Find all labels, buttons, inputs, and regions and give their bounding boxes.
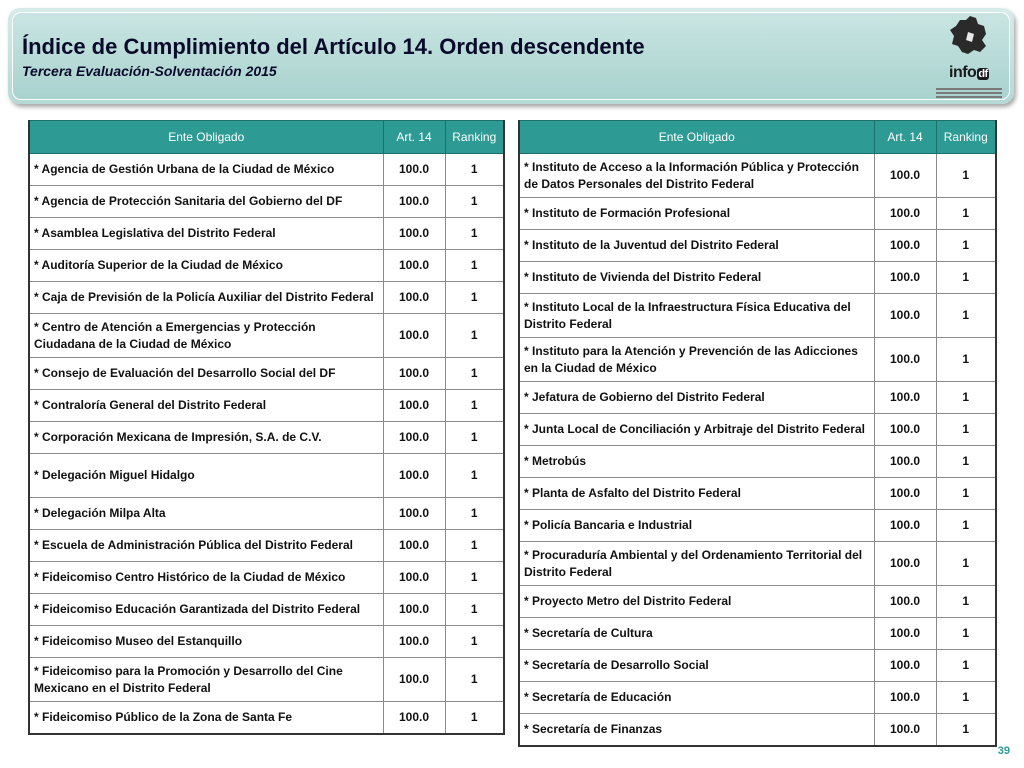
table-row bbox=[519, 714, 996, 746]
article-score-cell: 100.0 bbox=[383, 358, 445, 390]
entity-cell: * Agencia de Gestión Urbana de la Ciudad de México bbox=[29, 154, 383, 186]
table-row bbox=[519, 682, 996, 714]
ranking-cell: 1 bbox=[936, 542, 996, 586]
entity-cell: * Secretaría de Finanzas bbox=[519, 714, 874, 746]
ranking-cell: 1 bbox=[445, 702, 504, 734]
table-row bbox=[29, 498, 504, 530]
table-row bbox=[519, 586, 996, 618]
article-score-cell: 100.0 bbox=[383, 250, 445, 282]
table-row bbox=[519, 198, 996, 230]
table-row bbox=[29, 282, 504, 314]
ranking-cell: 1 bbox=[936, 262, 996, 294]
table-row bbox=[29, 186, 504, 218]
table-row bbox=[29, 594, 504, 626]
article-score-cell: 100.0 bbox=[874, 542, 936, 586]
table-row bbox=[519, 478, 996, 510]
entity-cell: * Agencia de Protección Sanitaria del Gobierno del DF bbox=[29, 186, 383, 218]
article-score-cell: 100.0 bbox=[874, 414, 936, 446]
ranking-cell: 1 bbox=[936, 446, 996, 478]
entity-cell: * Jefatura de Gobierno del Distrito Federal bbox=[519, 382, 874, 414]
ranking-cell: 1 bbox=[445, 594, 504, 626]
article-score-cell: 100.0 bbox=[874, 294, 936, 338]
article-score-cell: 100.0 bbox=[874, 382, 936, 414]
ranking-cell: 1 bbox=[936, 586, 996, 618]
article-score-cell: 100.0 bbox=[874, 198, 936, 230]
entity-cell: * Fideicomiso Público de la Zona de Santa Fe bbox=[29, 702, 383, 734]
article-score-cell: 100.0 bbox=[383, 626, 445, 658]
table-row bbox=[29, 454, 504, 498]
entity-cell: * Instituto de la Juventud del Distrito Federal bbox=[519, 230, 874, 262]
title-banner bbox=[8, 8, 1014, 104]
entity-cell: * Centro de Atención a Emergencias y Protección Ciudadana de la Ciudad de México bbox=[29, 314, 383, 358]
column-header-ranking: Ranking bbox=[936, 121, 996, 154]
entity-cell: * Asamblea Legislativa del Distrito Federal bbox=[29, 218, 383, 250]
ranking-cell: 1 bbox=[936, 618, 996, 650]
entity-cell: * Corporación Mexicana de Impresión, S.A. de C.V. bbox=[29, 422, 383, 454]
entity-cell: * Metrobús bbox=[519, 446, 874, 478]
article-score-cell: 100.0 bbox=[874, 586, 936, 618]
article-score-cell: 100.0 bbox=[874, 714, 936, 746]
ranking-cell: 1 bbox=[936, 294, 996, 338]
table-row bbox=[29, 358, 504, 390]
article-score-cell: 100.0 bbox=[874, 154, 936, 198]
page-number: 39 bbox=[997, 745, 1010, 757]
entity-cell: * Fideicomiso Educación Garantizada del Distrito Federal bbox=[29, 594, 383, 626]
ranking-cell: 1 bbox=[445, 422, 504, 454]
entity-cell: * Delegación Miguel Hidalgo bbox=[29, 454, 383, 498]
article-score-cell: 100.0 bbox=[383, 562, 445, 594]
entity-cell: * Proyecto Metro del Distrito Federal bbox=[519, 586, 874, 618]
ranking-cell: 1 bbox=[936, 714, 996, 746]
article-score-cell: 100.0 bbox=[874, 338, 936, 382]
ranking-cell: 1 bbox=[936, 198, 996, 230]
ranking-cell: 1 bbox=[445, 658, 504, 702]
entity-cell: * Instituto de Acceso a la Información Pública y Protección de Datos Personales del Distrito Federal bbox=[519, 154, 874, 198]
logo-wordmark: info df bbox=[949, 64, 988, 81]
logo-tagline-lines bbox=[936, 88, 1002, 100]
ranking-cell: 1 bbox=[936, 230, 996, 262]
table-header-row bbox=[29, 121, 504, 154]
page-title: Índice de Cumplimiento del Artículo 14. Orden descendente bbox=[22, 34, 645, 59]
ranking-cell: 1 bbox=[445, 530, 504, 562]
table-row bbox=[519, 338, 996, 382]
entity-cell: * Instituto Local de la Infraestructura Física Educativa del Distrito Federal bbox=[519, 294, 874, 338]
ranking-cell: 1 bbox=[936, 478, 996, 510]
article-score-cell: 100.0 bbox=[383, 702, 445, 734]
table-row bbox=[519, 542, 996, 586]
table-row bbox=[519, 262, 996, 294]
column-header-entity: Ente Obligado bbox=[29, 121, 383, 154]
entity-cell: * Contraloría General del Distrito Federal bbox=[29, 390, 383, 422]
entity-cell: * Procuraduría Ambiental y del Ordenamiento Territorial del Distrito Federal bbox=[519, 542, 874, 586]
entity-cell: * Secretaría de Educación bbox=[519, 682, 874, 714]
article-score-cell: 100.0 bbox=[383, 454, 445, 498]
ranking-cell: 1 bbox=[445, 250, 504, 282]
table-row bbox=[519, 618, 996, 650]
table-row bbox=[29, 390, 504, 422]
infodf-logo bbox=[930, 12, 1006, 100]
compliance-table-right bbox=[518, 120, 997, 747]
article-score-cell: 100.0 bbox=[874, 446, 936, 478]
ranking-cell: 1 bbox=[445, 186, 504, 218]
table-row bbox=[519, 154, 996, 198]
entity-cell: * Fideicomiso Museo del Estanquillo bbox=[29, 626, 383, 658]
table-row bbox=[29, 250, 504, 282]
ranking-cell: 1 bbox=[936, 154, 996, 198]
entity-cell: * Escuela de Administración Pública del Distrito Federal bbox=[29, 530, 383, 562]
table-row bbox=[29, 658, 504, 702]
article-score-cell: 100.0 bbox=[874, 650, 936, 682]
table-row bbox=[29, 530, 504, 562]
entity-cell: * Policía Bancaria e Industrial bbox=[519, 510, 874, 542]
entity-cell: * Planta de Asfalto del Distrito Federal bbox=[519, 478, 874, 510]
ranking-cell: 1 bbox=[445, 454, 504, 498]
entity-cell: * Caja de Previsión de la Policía Auxiliar del Distrito Federal bbox=[29, 282, 383, 314]
article-score-cell: 100.0 bbox=[383, 530, 445, 562]
article-score-cell: 100.0 bbox=[383, 390, 445, 422]
column-header-entity: Ente Obligado bbox=[519, 121, 874, 154]
article-score-cell: 100.0 bbox=[383, 498, 445, 530]
compliance-table-left bbox=[28, 120, 505, 735]
ranking-cell: 1 bbox=[445, 626, 504, 658]
entity-cell: * Instituto para la Atención y Prevención de las Adicciones en la Ciudad de México bbox=[519, 338, 874, 382]
entity-cell: * Junta Local de Conciliación y Arbitraje del Distrito Federal bbox=[519, 414, 874, 446]
table-row bbox=[29, 314, 504, 358]
ranking-cell: 1 bbox=[936, 382, 996, 414]
ranking-cell: 1 bbox=[445, 358, 504, 390]
ranking-cell: 1 bbox=[445, 314, 504, 358]
entity-cell: * Delegación Milpa Alta bbox=[29, 498, 383, 530]
table-row bbox=[519, 382, 996, 414]
article-score-cell: 100.0 bbox=[874, 230, 936, 262]
ranking-cell: 1 bbox=[445, 390, 504, 422]
article-score-cell: 100.0 bbox=[383, 594, 445, 626]
table-row bbox=[519, 510, 996, 542]
column-header-ranking: Ranking bbox=[445, 121, 504, 154]
entity-cell: * Instituto de Vivienda del Distrito Federal bbox=[519, 262, 874, 294]
table-row bbox=[519, 650, 996, 682]
ranking-cell: 1 bbox=[936, 414, 996, 446]
article-score-cell: 100.0 bbox=[383, 282, 445, 314]
entity-cell: * Secretaría de Desarrollo Social bbox=[519, 650, 874, 682]
ranking-cell: 1 bbox=[936, 650, 996, 682]
table-row bbox=[519, 414, 996, 446]
table-row bbox=[519, 294, 996, 338]
map-silhouette-icon bbox=[930, 12, 1006, 68]
table-row bbox=[29, 218, 504, 250]
article-score-cell: 100.0 bbox=[874, 618, 936, 650]
article-score-cell: 100.0 bbox=[874, 478, 936, 510]
ranking-cell: 1 bbox=[936, 682, 996, 714]
table-row bbox=[29, 626, 504, 658]
article-score-cell: 100.0 bbox=[383, 154, 445, 186]
article-score-cell: 100.0 bbox=[874, 682, 936, 714]
article-score-cell: 100.0 bbox=[383, 314, 445, 358]
table-row bbox=[519, 446, 996, 478]
entity-cell: * Fideicomiso para la Promoción y Desarrollo del Cine Mexicano en el Distrito Federal bbox=[29, 658, 383, 702]
entity-cell: * Consejo de Evaluación del Desarrollo Social del DF bbox=[29, 358, 383, 390]
ranking-cell: 1 bbox=[936, 338, 996, 382]
table-row bbox=[29, 154, 504, 186]
ranking-cell: 1 bbox=[936, 510, 996, 542]
column-header-article: Art. 14 bbox=[874, 121, 936, 154]
ranking-cell: 1 bbox=[445, 498, 504, 530]
article-score-cell: 100.0 bbox=[383, 422, 445, 454]
ranking-cell: 1 bbox=[445, 218, 504, 250]
table-row bbox=[29, 702, 504, 734]
entity-cell: * Auditoría Superior de la Ciudad de México bbox=[29, 250, 383, 282]
ranking-cell: 1 bbox=[445, 282, 504, 314]
entity-cell: * Fideicomiso Centro Histórico de la Ciudad de México bbox=[29, 562, 383, 594]
table-row bbox=[29, 562, 504, 594]
table-row bbox=[29, 422, 504, 454]
ranking-cell: 1 bbox=[445, 154, 504, 186]
entity-cell: * Secretaría de Cultura bbox=[519, 618, 874, 650]
page-subtitle: Tercera Evaluación-Solventación 2015 bbox=[22, 63, 277, 79]
entity-cell: * Instituto de Formación Profesional bbox=[519, 198, 874, 230]
table-row bbox=[519, 230, 996, 262]
table-header-row bbox=[519, 121, 996, 154]
ranking-cell: 1 bbox=[445, 562, 504, 594]
article-score-cell: 100.0 bbox=[874, 510, 936, 542]
article-score-cell: 100.0 bbox=[383, 186, 445, 218]
article-score-cell: 100.0 bbox=[383, 218, 445, 250]
article-score-cell: 100.0 bbox=[383, 658, 445, 702]
column-header-article: Art. 14 bbox=[383, 121, 445, 154]
article-score-cell: 100.0 bbox=[874, 262, 936, 294]
